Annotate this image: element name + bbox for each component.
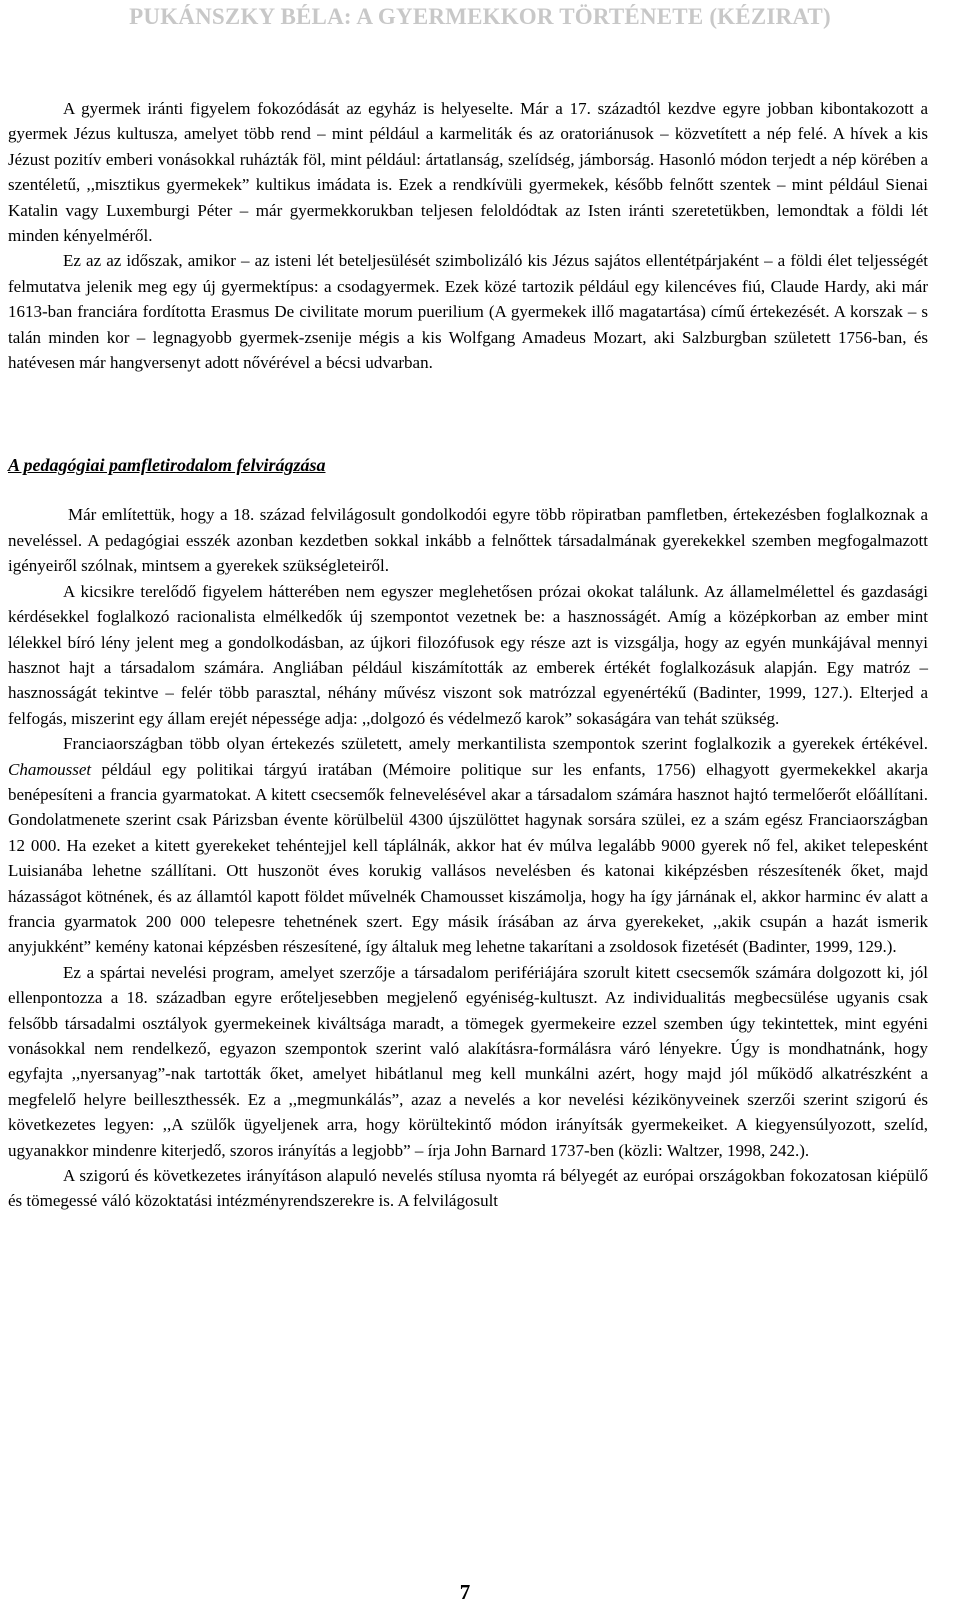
page-header: PUKÁNSZKY BÉLA: A GYERMEKKOR TÖRTÉNETE (KÉZIRAT) [129, 4, 831, 29]
paragraph: A gyermek iránti figyelem fokozódását az egyház is helyeselte. Már a 17. századtól kezdve egyre jobban kibontakozott a gyermek Jézus kultusza, amelyet több rend – mint például a karmeliták és az oratoriánusok – közvetített a nép felé. A hívek a kis Jézust pozitív emberi vonásokkal ruházták föl, mint például: ártatlanság, szelídség, jámborság. Hasonló módon terjedt a nép körében a szentéletű, ,,misztikus gyermekek” kultikus imádata is. Ezek a rendkívüli gyermekek, később felnőtt szentek – mint például Sienai Katalin vagy Luxemburgi Péter – már gyermekkorukban teljesen feloldódtak az Isten iránti szeretetükben, lemondtak a földi lét minden kényelméről. [8, 99, 928, 246]
paragraph-text: Franciaországban több olyan értekezés született, amely merkantilista szempontok szerint foglalkozik a gyerekek értékével. [63, 734, 928, 754]
author-name: Chamousset [8, 759, 92, 779]
section-heading: A pedagógiai pamfletirodalom felvirágzása [8, 455, 326, 476]
document-body [8, 96, 928, 1214]
paragraph: A kicsikre terelődő figyelem hátterében nem egyszer meglehetősen prózai okokat találunk. Az államelmélettel és gazdasági kérdésekkel foglalkozó racionalista elmélkedők új szempontot vezetnek be: a hasznosságét. Amíg a középkorban az ember mint lélekkel bíró lény jelent meg a gondolkodásban, az újkori filozófusok egy része azt is vizsgálja, hogy az egyén munkájával mennyi hasznot hajt a társadalom számára. Angliában például kiszámították az emberek értékét foglalkozásuk alapján. Egy matróz – hasznosságát tekintve – felér több parasztal, néhány művész viszont sok matrózzal egyenértékű (Badinter, 1999, 127.). Elterjed a felfogás, miszerint egy állam erejét népessége adja: ,,dolgozó és védelmező karok” sokaságára van tehát szükség. [8, 581, 928, 728]
paragraph: Ez a spártai nevelési program, amelyet szerzője a társadalom perifériájára szorult kitett csecsemők számára dolgozott ki, jól ellenpontozza a 18. században egyre erőteljesebben megjelenő egyéniség-kultuszt. Az individualitás megbecsülése ugyanis csak felsőbb társadalmi osztályok gyermekeinek kiváltsága maradt, a tömegek gyermekeire ezzel szemben úgy tekintettek, mint egyéni vonásokkal nem rendelkező, egyazon szempontok szerint való alakításra-formálásra váró lényekre. Úgy is mondhatnánk, hogy egyfajta ,,nyersanyag”-nak tartották őket, amelyet hibátlanul meg kell munkálni azért, hogy majd jól működő alkatrészként a megfelelő helyre beilleszthessék. Ez a ,,megmunkálás”, azaz a nevelés a kor nevelési kézikönyveinek szerzői szerint szigorú és következetes legyen: ,,A szülők ügyeljenek arra, hogy körültekintő módon irányítsák gyermekeiket. A kiegyensúlyozott, szelíd, ugyanakkor mindenre kiterjedő, szoros irányítás a legjobb” – írja John Barnard 1737-ben (közli: Waltzer, 1998, 242.). [8, 962, 928, 1160]
spacer [8, 478, 928, 502]
paragraph: Ez az az időszak, amikor – az isteni lét beteljesülését szimbolizáló kis Jézus sajátos ellentétpárjaként – a földi élet teljességét felmutatva jelenik meg egy új gyermektípus: a csodagyermek. Ezek közé tartozik például egy kilencéves fiú, Claude Hardy, aki már 1613-ban franciára fordította Erasmus De civilitate morum puerilium (A gyermekek illő magatartása) című értekezését. A korszak – s talán minden kor – legnagyobb gyermek-zsenije mégis a kis Wolfgang Amadeus Mozart, aki Salzburgban született 1756-ban, és hatévesen már hangversenyt adott nővérével a bécsi udvarban. [8, 251, 928, 373]
page-number: 7 [459, 1580, 471, 1604]
paragraph: A szigorú és következetes irányításon alapuló nevelés stílusa nyomta rá bélyegét az európai országokban fokozatosan kiépülő és tömegessé váló közoktatási intézményrendszerekre is. A felvilágosult [8, 1166, 928, 1211]
paragraph: Már említettük, hogy a 18. század felvilágosult gondolkodói egyre több röpiratban pamfletben, értekezésben foglalkoznak a neveléssel. A pedagógiai esszék azonban kezdetben sokkal inkább a felnőttek társadalmának gyerekekkel szemben megfogalmazott igényeiről szólnak, mintsem a gyerekek szükségleteiről. [8, 505, 928, 576]
paragraph [8, 731, 928, 960]
paragraph-text: például egy politikai tárgyú iratában (Mémoire politique sur les enfants, 1756) elhagyott gyermekekkel akarja benépesíteni a francia gyarmatokat. A kitett csecsemők felnevelésével akar a társadalom számára hasznot hajtó termelőerőt előállítani. Gondolatmenete szerint csak Párizsban évente körülbelül 4300 újszülöttet hagynak sorsára szülei, ez a szám egész Franciaországban 12 000. Ha ezeket a kitett gyerekeket tehéntejjel kell táplálnák, akkor hat év múlva legalább 9000 gyerek nő fel, akiket telepesként Luisianába lehetne szállítani. Ott huszonöt éves korukig vallásos nevelésben és katonai kiképzésben részesítenék őket, majd házasságot kötnének, és az államtól kapott földet művelnék Chamousset kiszámolja, hogy ha így járnának el, akkor harminc év alatt a francia gyarmatok 200 000 telepesre tehetnének szert. Egy másik írásában az árva gyerekeket, ,,akik csupán a hazát ismerik anyjukként” kemény katonai képzésben részesítené, így általuk meg lehetne takarítani a zsoldosok fizetését (Badinter, 1999, 129.). [8, 759, 928, 957]
spacer [8, 375, 928, 452]
